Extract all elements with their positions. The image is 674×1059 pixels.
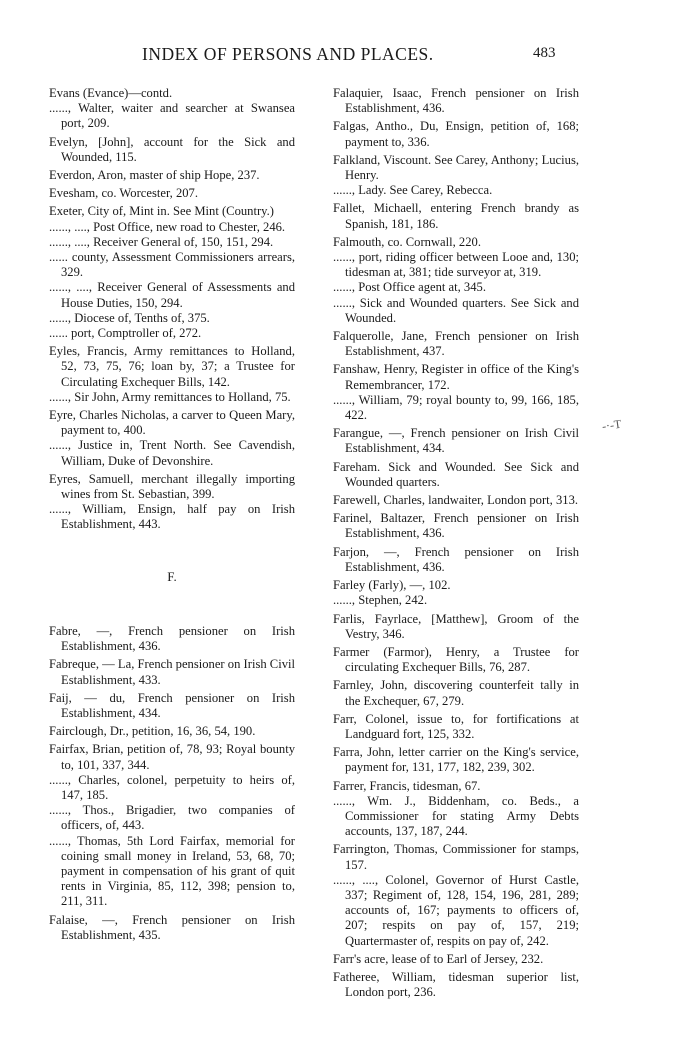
index-entry: ......, ...., Receiver General of, 150, 151, 294. bbox=[49, 234, 274, 249]
index-entry: Farr's acre, lease of to Earl of Jersey, 232. bbox=[333, 951, 544, 966]
index-entry: Farrer, Francis, tidesman, 67. bbox=[333, 778, 481, 793]
index-column-right bbox=[333, 83, 579, 1000]
index-entry: ......, Wm. J., Biddenham, co. Beds., a Commissioner for stating Army Debts accounts, 137, 187, 244. bbox=[333, 793, 579, 839]
index-entry: Eyres, Samuell, merchant illegally importing wines from St. Sebastian, 399. bbox=[49, 471, 295, 502]
index-entry: Eyre, Charles Nicholas, a carver to Queen Mary, payment to, 400. bbox=[49, 408, 295, 438]
index-entry: Fanshaw, Henry, Register in office of the King's Remembrancer, 172. bbox=[333, 362, 579, 392]
index-entry: Farr, Colonel, issue to, for fortifications at Landguard fort, 125, 332. bbox=[333, 711, 579, 741]
index-entry: ......, ...., Post Office, new road to Chester, 246. bbox=[49, 219, 286, 234]
index-entry: ......, Diocese of, Tenths of, 375. bbox=[49, 310, 210, 325]
page-number: 483 bbox=[533, 45, 556, 61]
index-entry: Falmouth, co. Cornwall, 220. bbox=[333, 234, 481, 249]
index-entry: Fabreque, — La, French pensioner on Irish Civil Establishment, 433. bbox=[49, 657, 295, 687]
index-entry: ......, Thomas, 5th Lord Fairfax, memorial for coining small money in Ireland, 53, 68, 70; payment in compensation of his grant of quit rents in Virginia, 85, 112, 398; pension to, 211, 311. bbox=[49, 833, 295, 909]
entries-right bbox=[333, 86, 579, 1000]
index-entry: Farmer (Farmor), Henry, a Trustee for circulating Exchequer Bills, 76, 287. bbox=[333, 644, 579, 675]
index-entry: Farlis, Fayrlace, [Matthew], Groom of the Vestry, 346. bbox=[333, 611, 579, 641]
index-entry: ......, ...., Receiver General of Assessments and House Duties, 150, 294. bbox=[49, 280, 295, 310]
index-entry: Falkland, Viscount. See Carey, Anthony; Lucius, Henry. bbox=[333, 152, 579, 183]
index-entry: Falgas, Antho., Du, Ensign, petition of, 168; payment to, 336. bbox=[333, 119, 579, 149]
index-entry: Falaise, —, French pensioner on Irish Establishment, 435. bbox=[49, 912, 295, 942]
index-entry: ......, Walter, waiter and searcher at Swansea port, 209. bbox=[49, 101, 295, 131]
index-entry: ......, port, riding officer between Looe and, 130; tidesman at, 381; tide surveyor at, 319. bbox=[333, 250, 579, 280]
index-entry: ......, William, Ensign, half pay on Irish Establishment, 443. bbox=[49, 502, 295, 532]
index-entry: Farangue, —, French pensioner on Irish Civil Establishment, 434. bbox=[333, 426, 579, 456]
index-entry: Farrington, Thomas, Commissioner for stamps, 157. bbox=[333, 842, 579, 872]
index-entry: Evans (Evance)—contd. bbox=[49, 86, 173, 100]
index-entry: Exeter, City of, Mint in. See Mint (Country.) bbox=[49, 204, 274, 219]
index-entry: Faij, — du, French pensioner on Irish Establishment, 434. bbox=[49, 690, 295, 720]
index-entry: Fatheree, William, tidesman superior list, London port, 236. bbox=[333, 969, 579, 1000]
index-entry: Falquerolle, Jane, French pensioner on Irish Establishment, 437. bbox=[333, 329, 579, 359]
section-letter: F. bbox=[167, 568, 177, 584]
index-entry: Eyles, Francis, Army remittances to Holland, 52, 73, 75, 76; loan by, 37; a Trustee for Circulating Exchequer Bills, 142. bbox=[49, 344, 295, 389]
running-title: INDEX OF PERSONS AND PLACES. bbox=[142, 44, 434, 64]
index-entry: Fairclough, Dr., petition, 16, 36, 54, 190. bbox=[49, 724, 256, 739]
index-entry: Farra, John, letter carrier on the King's service, payment for, 131, 177, 182, 239, 302. bbox=[333, 745, 579, 775]
index-entry: ......, Thos., Brigadier, two companies of officers, of, 443. bbox=[49, 803, 295, 833]
index-entry: ...... county, Assessment Commissioners arrears, 329. bbox=[49, 250, 295, 280]
index-entry: ......, Post Office agent at, 345. bbox=[333, 280, 486, 295]
index-entry: Evelyn, [John], account for the Sick and Wounded, 115. bbox=[49, 134, 295, 164]
index-entry: Farinel, Baltazer, French pensioner on Irish Establishment, 436. bbox=[333, 511, 579, 541]
index-entry: Evesham, co. Worcester, 207. bbox=[49, 186, 198, 201]
index-entry: Fairfax, Brian, petition of, 78, 93; Royal bounty to, 101, 337, 344. bbox=[49, 742, 295, 772]
index-entry: ......, ...., Colonel, Governor of Hurst Castle, 337; Regiment of, 128, 154, 196, 281, 289; accounts of, 167; payments to officers of, 207; respits on pay of, 157, 219; Quartermaster of, respits on pay of, 242. bbox=[333, 872, 579, 948]
index-entry: ......, Sir John, Army remittances to Holland, 75. bbox=[49, 389, 291, 404]
index-column-left bbox=[49, 83, 295, 943]
index-entry: ......, Lady. See Carey, Rebecca. bbox=[333, 183, 493, 198]
entries-f bbox=[49, 624, 295, 943]
index-entry: Farewell, Charles, landwaiter, London port, 313. bbox=[333, 493, 579, 508]
index-entry: ...... port, Comptroller of, 272. bbox=[49, 326, 202, 341]
index-entry: ......, Stephen, 242. bbox=[333, 593, 428, 608]
index-entry: Farnley, John, discovering counterfeit tally in the Exchequer, 67, 279. bbox=[333, 678, 579, 708]
index-entry: Everdon, Aron, master of ship Hope, 237. bbox=[49, 168, 260, 183]
entries-e bbox=[49, 86, 295, 533]
index-entry: Fabre, —, French pensioner on Irish Establishment, 436. bbox=[49, 623, 295, 654]
index-entry: ......, William, 79; royal bounty to, 99, 166, 185, 422. bbox=[333, 392, 579, 423]
index-entry: Farjon, —, French pensioner on Irish Establishment, 436. bbox=[333, 544, 579, 574]
index-entry: ......, Justice in, Trent North. See Cavendish, William, Duke of Devonshire. bbox=[49, 438, 295, 468]
index-entry: Fallet, Michaell, entering French brandy as Spanish, 181, 186. bbox=[333, 201, 579, 231]
index-entry: Fareham. Sick and Wounded. See Sick and Wounded quarters. bbox=[333, 459, 579, 489]
index-entry: ......, Sick and Wounded quarters. See Sick and Wounded. bbox=[333, 295, 579, 325]
index-entry: Farley (Farly), —, 102. bbox=[333, 578, 451, 593]
page-header bbox=[0, 44, 674, 68]
index-entry: Falaquier, Isaac, French pensioner on Irish Establishment, 436. bbox=[333, 86, 579, 116]
index-entry: ......, Charles, colonel, perpetuity to heirs of, 147, 185. bbox=[49, 772, 295, 802]
pencil-mark: -·-T bbox=[601, 416, 623, 434]
